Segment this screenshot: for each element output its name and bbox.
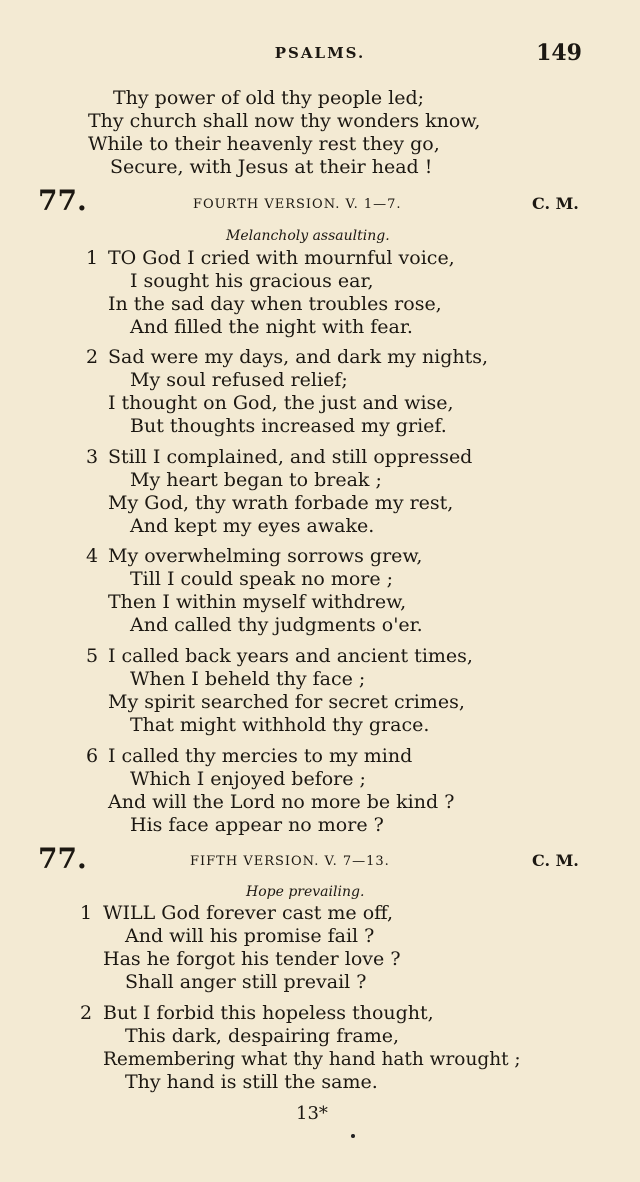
meter-label: C. M. bbox=[532, 194, 579, 213]
poem-line: Has he forgot his tender love ? bbox=[103, 948, 401, 970]
poem-line: And will his promise fail ? bbox=[125, 925, 375, 947]
verse-number: 4 bbox=[86, 545, 99, 567]
poem-line: Secure, with Jesus at their head ! bbox=[110, 156, 433, 178]
hymn-subtitle: Hope prevailing. bbox=[246, 884, 365, 900]
verse-number: 2 bbox=[80, 1002, 93, 1024]
poem-line: Thy church shall now thy wonders know, bbox=[88, 110, 481, 132]
poem-line: This dark, despairing frame, bbox=[125, 1025, 400, 1047]
version-title: FOURTH VERSION. V. 1—7. bbox=[193, 197, 402, 212]
poem-line: WILL God forever cast me off, bbox=[103, 902, 394, 924]
poem-line: And kept my eyes awake. bbox=[130, 515, 375, 537]
poem-line: And called thy judgments o'er. bbox=[130, 614, 423, 636]
hymn-number: 77. bbox=[38, 184, 87, 217]
poem-line: My soul refused relief; bbox=[130, 369, 348, 391]
poem-line: My spirit searched for secret crimes, bbox=[108, 691, 465, 713]
poem-line: My God, thy wrath forbade my rest, bbox=[108, 492, 454, 514]
poem-line: Remembering what thy hand hath wrought ; bbox=[103, 1049, 521, 1070]
verse-number: 1 bbox=[86, 247, 99, 269]
poem-line: Thy hand is still the same. bbox=[125, 1071, 378, 1093]
poem-line: And will the Lord no more be kind ? bbox=[108, 791, 455, 813]
verse-number: 5 bbox=[86, 645, 99, 667]
page-number: 149 bbox=[536, 40, 582, 66]
meter-label: C. M. bbox=[532, 851, 579, 870]
poem-line: Till I could speak no more ; bbox=[130, 568, 394, 590]
poem-line: Then I within myself withdrew, bbox=[108, 591, 407, 613]
poem-line: Still I complained, and still oppressed bbox=[108, 446, 473, 468]
running-header: PSALMS. bbox=[274, 44, 366, 62]
poem-line: My overwhelming sorrows grew, bbox=[108, 545, 423, 567]
verse-number: 6 bbox=[86, 745, 99, 767]
version-title: FIFTH VERSION. V. 7—13. bbox=[190, 854, 390, 869]
hymn-subtitle: Melancholy assaulting. bbox=[226, 228, 390, 244]
poem-line: But I forbid this hopeless thought, bbox=[103, 1002, 434, 1024]
poem-line: Thy power of old thy people led; bbox=[113, 87, 425, 109]
poem-line: Which I enjoyed before ; bbox=[130, 768, 366, 790]
poem-line: His face appear no more ? bbox=[130, 814, 384, 836]
poem-line: But thoughts increased my grief. bbox=[130, 415, 447, 437]
signature-mark: 13* bbox=[296, 1103, 328, 1124]
poem-line: While to their heavenly rest they go, bbox=[88, 133, 440, 155]
poem-line: When I beheld thy face ; bbox=[130, 668, 366, 690]
poem-line: I called back years and ancient times, bbox=[108, 645, 473, 667]
poem-line: In the sad day when troubles rose, bbox=[108, 293, 442, 315]
hymn-number: 77. bbox=[38, 842, 87, 875]
poem-line: That might withhold thy grace. bbox=[130, 714, 430, 736]
poem-line: Shall anger still prevail ? bbox=[125, 971, 367, 993]
poem-line: Sad were my days, and dark my nights, bbox=[108, 346, 489, 368]
printer-dot bbox=[351, 1134, 355, 1138]
verse-number: 2 bbox=[86, 346, 99, 368]
poem-line: I called thy mercies to my mind bbox=[108, 745, 413, 767]
verse-number: 3 bbox=[86, 446, 99, 468]
poem-line: TO God I cried with mournful voice, bbox=[108, 247, 455, 269]
poem-line: And filled the night with fear. bbox=[130, 316, 413, 338]
poem-line: I sought his gracious ear, bbox=[130, 270, 374, 292]
poem-line: My heart began to break ; bbox=[130, 469, 382, 491]
poem-line: I thought on God, the just and wise, bbox=[108, 392, 454, 414]
verse-number: 1 bbox=[80, 902, 93, 924]
